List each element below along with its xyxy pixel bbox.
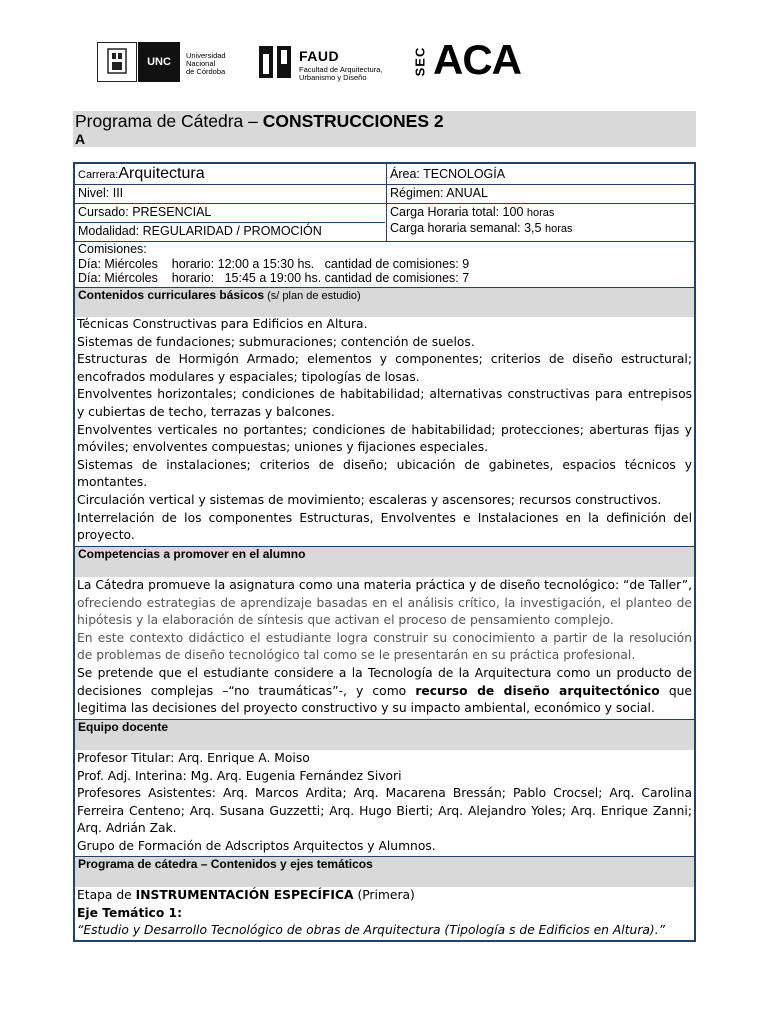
carga-semanal: Carga horaria semanal: 3,5 horas bbox=[390, 221, 573, 235]
list-item: Sistemas de fundaciones; submuraciones; contención de suelos. bbox=[77, 334, 475, 349]
equipo-heading: Equipo docente bbox=[75, 720, 694, 750]
carrera-label: Carrera: bbox=[78, 169, 119, 181]
unc-shield-icon bbox=[97, 42, 137, 82]
course-name: CONSTRUCCIONES 2 bbox=[262, 111, 444, 131]
contenidos-list bbox=[77, 316, 692, 545]
row-comisiones bbox=[75, 242, 694, 288]
program-table bbox=[73, 162, 696, 942]
list-item: Técnicas Constructivas para Edificios en Altura. bbox=[77, 317, 368, 331]
cursado: Cursado: PRESENCIAL bbox=[78, 205, 212, 219]
list-item: Circulación vertical y sistemas de movimiento; escaleras y ascensores; recursos constructivos. bbox=[77, 492, 662, 507]
comision-1: Día: Miércoles horario: 12:00 a 15:30 hs. cantidad de comisiones: 9 bbox=[78, 256, 470, 271]
faud-logo bbox=[257, 42, 407, 82]
regimen: Régimen: ANUAL bbox=[390, 186, 488, 200]
unc-name: Universidad Nacional de Córdoba bbox=[186, 51, 226, 76]
contenidos-heading: Contenidos curriculares básicos (s/ plan de estudio) bbox=[75, 288, 694, 317]
faud-mark-icon bbox=[257, 42, 293, 82]
row-cursado bbox=[75, 204, 694, 242]
grupo-adscriptos: Grupo de Formación de Adscriptos Arquitectos y Alumnos. bbox=[77, 838, 436, 853]
row-nivel bbox=[75, 185, 694, 204]
programa-heading: Programa de cátedra – Contenidos y ejes temáticos bbox=[75, 857, 694, 887]
comision-2: Día: Miércoles horario: 15:45 a 19:00 hs. cantidad de comisiones: 7 bbox=[78, 271, 470, 285]
unc-abbrev: UNC bbox=[138, 42, 180, 82]
programa-text bbox=[77, 887, 692, 940]
modalidad: Modalidad: REGULARIDAD / PROMOCIÓN bbox=[78, 224, 322, 238]
profesores-asistentes: Profesores Asistentes: Arq. Marcos Ardita; Arq. Macarena Bressán; Pablo Crocsel; Arq. Carolina Ferreira Centeno; Arq. Susana Guzzetti; Arq. Hugo Bierti; Arq. Alejandro Yoles; Arq. Enrique Zanni; Arq. Adrián Zak. bbox=[77, 786, 692, 836]
faud-abbrev: FAUD bbox=[299, 48, 340, 64]
faud-name: Facultad de Arquitectura, Urbanismo y Diseño bbox=[299, 65, 383, 82]
eje-descripcion: “Estudio y Desarrollo Tecnológico de obras de Arquitectura (Tipología s de Edificios en Altura).” bbox=[77, 923, 665, 938]
row-carrera bbox=[75, 164, 694, 185]
area: Área: TECNOLOGÍA bbox=[390, 167, 506, 181]
list-item: Sistemas de instalaciones; criterios de diseño; ubicación de gabinetes, espacios técnicos y montantes. bbox=[77, 457, 692, 490]
unc-logo bbox=[97, 42, 229, 82]
equipo-text bbox=[77, 750, 692, 856]
eje-tematico: Eje Temático 1: bbox=[77, 905, 183, 920]
header-logos bbox=[97, 36, 547, 84]
profesor-adjunta: Prof. Adj. Interina: Mg. Arq. Eugenia Fernández Sivori bbox=[77, 768, 402, 783]
course-section: A bbox=[75, 131, 86, 147]
competencias-heading: Competencias a promover en el alumno bbox=[75, 547, 694, 577]
list-item: Estructuras de Hormigón Armado; elementos y componentes; criterios de diseño estructural; encofrados modulares y espaciales; tipologías de losas. bbox=[77, 352, 692, 384]
list-item: Envolventes verticales no portantes; condiciones de habitabilidad; protecciones; aberturas fijas y móviles; envolventes compuestas; uniones y fijaciones especiales. bbox=[77, 422, 692, 455]
profesor-titular: Profesor Titular: Arq. Enrique A. Moiso bbox=[77, 751, 310, 765]
comisiones-label: Comisiones: bbox=[78, 242, 147, 256]
nivel: Nivel: III bbox=[75, 185, 387, 203]
title-prefix: Programa de Cátedra – bbox=[75, 111, 263, 131]
competencias-text: La Cátedra promueve la asignatura como una materia práctica y de diseño tecnológico: “de Taller”, ofreciendo estrategias de aprendizaje basadas en el análisis crítico, la investigación, el planteo de hipótesis y la elaboración de síntesis que activan el proceso de pensamiento complejo. En este contexto didáctico el estudiante logra construir su conocimiento a partir de la resolución de problemas de diseño tecnológico tal como se le presentarán en su práctica profesional. Se pretende que el estudiante considere a la Tecnología de la Arquitectura como un producto de decisiones complejas –“no traumáticas”-, y como recurso de diseño arquitectónico que legitima las decisiones del proyecto constructivo y su impacto ambiental, económico y social. bbox=[77, 578, 692, 716]
aca-label: ACA bbox=[433, 36, 521, 83]
carga-total: Carga Horaria total: 100 horas bbox=[390, 205, 555, 219]
page-title bbox=[73, 111, 696, 147]
list-item: Envolventes horizontales; condiciones de habitabilidad; alternativas constructivas para entrepisos y cubiertas de techo, terrazas y balcones. bbox=[77, 387, 692, 419]
list-item: Interrelación de los componentes Estructuras, Envolventes e Instalaciones en la definición del proyecto. bbox=[77, 510, 692, 543]
carrera-value: Arquitectura bbox=[118, 165, 205, 182]
sec-label: SEC bbox=[412, 46, 428, 77]
etapa: Etapa de INSTRUMENTACIÓN ESPECÍFICA (Primera) bbox=[77, 888, 415, 902]
